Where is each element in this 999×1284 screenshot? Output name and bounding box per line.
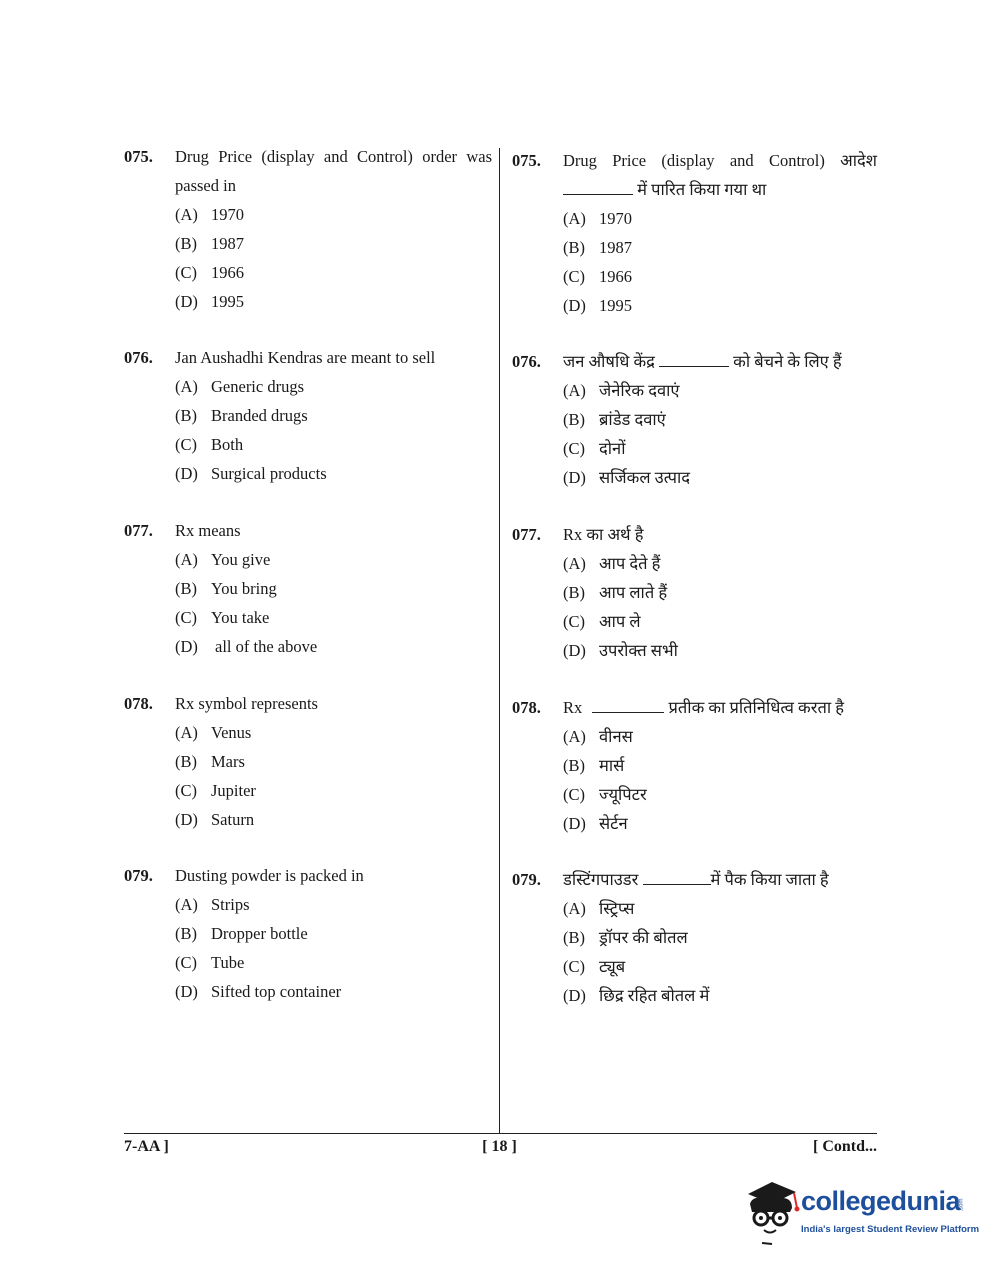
- option-d: (D) सर्जिकल उत्पाद: [563, 468, 691, 487]
- footer-rule: [124, 1133, 877, 1134]
- page-number: [ 18 ]: [482, 1138, 517, 1155]
- question-075-hi: [512, 146, 877, 320]
- question-077-hi: [512, 520, 877, 665]
- option-b: (B) Branded drugs: [175, 406, 308, 425]
- option-b: (B) You bring: [175, 579, 277, 598]
- option-d: (D) छिद्र रहित बोतल में: [563, 986, 710, 1005]
- question-text: Rx का अर्थ है: [563, 525, 644, 544]
- footer-code: 7-AA ]: [124, 1138, 169, 1155]
- option-b: (B) आप लाते हैं: [563, 583, 668, 602]
- question-number: 078.: [512, 698, 541, 717]
- question-078-en: [124, 689, 492, 834]
- logo-wordmark: collegedunia: [801, 1186, 961, 1216]
- option-b: (B) Mars: [175, 752, 245, 771]
- question-number: 079.: [512, 870, 541, 889]
- question-text: Drug Price (display and Control) order was: [175, 147, 492, 166]
- option-a: (A) 1970: [563, 209, 632, 228]
- mascot-icon: [742, 1178, 802, 1248]
- option-c: (C) आप ले: [563, 612, 641, 631]
- logo-tagline: India's largest Student Review Platform: [801, 1224, 980, 1235]
- answer-blank: [563, 180, 633, 195]
- option-a: (A) स्ट्रिप्स: [563, 899, 635, 918]
- option-b: (B) Dropper bottle: [175, 924, 308, 943]
- option-b: (B) 1987: [175, 234, 244, 253]
- question-text: Rx means: [175, 521, 241, 540]
- option-d: (D) Sifted top container: [175, 982, 342, 1001]
- question-075-en: [124, 142, 492, 316]
- option-a: (A) Generic drugs: [175, 377, 305, 396]
- option-d: (D) 1995: [563, 296, 632, 315]
- option-c: (C) Jupiter: [175, 781, 256, 800]
- option-d: (D) Surgical products: [175, 464, 327, 483]
- question-text: Rx प्रतीक का प्रतिनिधित्व करता है: [563, 698, 845, 717]
- question-078-hi: [512, 693, 877, 838]
- question-text-cont: passed in: [175, 176, 236, 195]
- option-a: (A) आप देते हैं: [563, 554, 661, 573]
- option-b: (B) ब्रांडेड दवाएं: [563, 410, 666, 429]
- question-number: 076.: [512, 352, 541, 371]
- option-d: (D) 1995: [175, 292, 244, 311]
- question-number: 076.: [124, 348, 153, 367]
- option-a: (A) You give: [175, 550, 271, 569]
- option-a: (A) वीनस: [563, 727, 633, 746]
- question-079-hi: [512, 865, 877, 1010]
- option-d: (D) सेर्टन: [563, 814, 628, 833]
- option-d: (D) all of the above: [175, 637, 318, 656]
- option-a: (A) Strips: [175, 895, 250, 914]
- question-number: 077.: [124, 521, 153, 540]
- option-b: (B) मार्स: [563, 756, 625, 775]
- option-c: (C) 1966: [563, 267, 632, 286]
- option-b: (B) 1987: [563, 238, 632, 257]
- option-c: (C) You take: [175, 608, 270, 627]
- option-a: (A) जेनेरिक दवाएं: [563, 381, 680, 400]
- collegedunia-logo[interactable]: [742, 1178, 980, 1248]
- option-c: (C) 1966: [175, 263, 244, 282]
- option-a: (A) 1970: [175, 205, 244, 224]
- answer-blank: [659, 352, 729, 367]
- question-text: Dusting powder is packed in: [175, 866, 364, 885]
- option-a: (A) Venus: [175, 723, 252, 742]
- option-c: (C) ज्यूपिटर: [563, 785, 647, 804]
- option-d: (D) Saturn: [175, 810, 255, 829]
- question-text: डस्टिंगपाउडर में पैक किया जाता है: [563, 870, 829, 889]
- question-text: Rx symbol represents: [175, 694, 318, 713]
- column-divider: [499, 148, 500, 1134]
- option-b: (B) ड्रॉपर की बोतल: [563, 928, 688, 947]
- footer-contd: [ Contd...: [812, 1138, 877, 1155]
- question-076-en: [124, 343, 492, 488]
- option-c: (C) Both: [175, 435, 244, 454]
- answer-blank: [592, 698, 664, 713]
- question-text: Jan Aushadhi Kendras are meant to sell: [175, 348, 436, 367]
- question-text: जन औषधि केंद्र को बेचने के लिए हैं: [563, 352, 842, 371]
- question-number: 078.: [124, 694, 153, 713]
- question-number: 075.: [512, 151, 541, 170]
- question-text-cont: में पारित किया गया था: [563, 175, 877, 204]
- question-text: Drug Price (display and Control) आदेश: [563, 151, 877, 170]
- question-number: 079.: [124, 866, 153, 885]
- question-079-en: [124, 861, 492, 1006]
- question-number: 077.: [512, 525, 541, 544]
- option-c: (C) Tube: [175, 953, 245, 972]
- question-076-hi: [512, 347, 877, 492]
- question-number: 075.: [124, 147, 153, 166]
- question-077-en: [124, 516, 492, 661]
- option-c: (C) दोनों: [563, 439, 626, 458]
- logo-suffix: .com: [958, 1198, 965, 1212]
- option-c: (C) ट्यूब: [563, 957, 626, 976]
- option-d: (D) उपरोक्त सभी: [563, 641, 678, 660]
- answer-blank: [643, 870, 711, 885]
